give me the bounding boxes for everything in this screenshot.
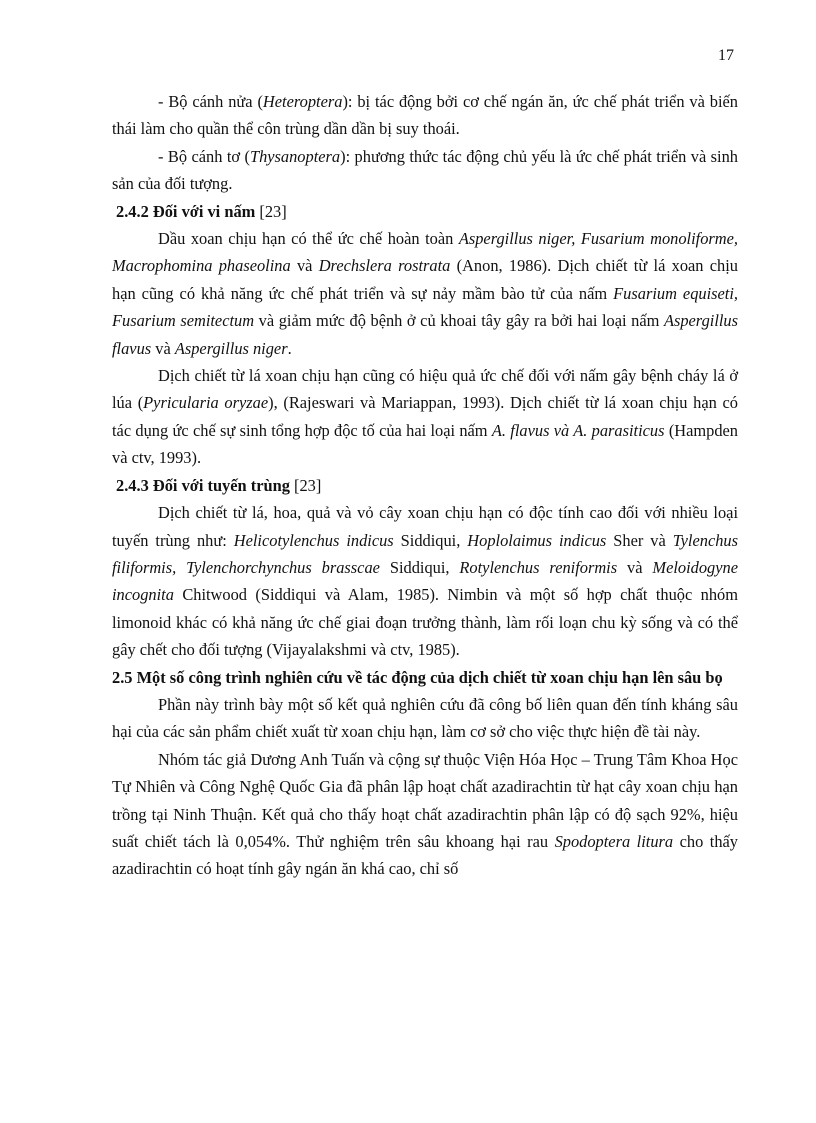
paragraph-fungi-2 bbox=[112, 362, 738, 472]
text-run: [23] bbox=[255, 201, 287, 221]
paragraph-section-intro bbox=[112, 691, 738, 746]
italic-text: Fusarium equiseti, Fusarium semitectum bbox=[112, 283, 738, 331]
text-run: và bbox=[617, 557, 653, 577]
text-run: - Bộ cánh tơ ( bbox=[158, 146, 250, 166]
italic-text: Tylenchus filiformis, Tylenchorchynchus brasscae bbox=[112, 530, 738, 577]
text-run: ), (Rajeswari và Mariappan, 1993). Dịch chiết từ lá xoan chịu hạn có tác dụng ức chế sự sinh tổng hợp độc tố của hai loại nấm bbox=[112, 393, 738, 440]
text-run: Chitwood (Siddiqui và Alam, 1985). Nimbin và một số hợp chất thuộc nhóm limonoid khác có khả năng ức chế giai đoạn trưởng thành, làm rối loạn chu kỳ sống và có thể gây chết cho đối tượng (Vijayalakshmi và ctv, 1985). bbox=[112, 585, 738, 660]
text-run: (Anon, 1986). Dịch chiết từ lá xoan chịu hạn cũng có khả năng ức chế phát triển và sự nảy mầm bào tử của nấm bbox=[112, 256, 738, 303]
text-run: Siddiqui, bbox=[379, 557, 460, 577]
text-run: Dầu xoan chịu hạn có thể ức chế hoàn toàn bbox=[158, 229, 459, 249]
text-run: [23] bbox=[289, 475, 322, 495]
text-run: - Bộ cánh nửa ( bbox=[158, 92, 263, 111]
italic-text: Spodoptera litura bbox=[554, 831, 674, 851]
italic-text: Thysanoptera bbox=[249, 146, 341, 166]
text-run: Siddiqui, bbox=[393, 530, 468, 550]
italic-text: Hoplolaimus indicus bbox=[467, 530, 607, 550]
italic-text: Aspergillus niger bbox=[174, 338, 288, 358]
document-body bbox=[112, 88, 738, 883]
paragraph-heteroptera bbox=[112, 88, 738, 143]
paragraph-nematodes bbox=[112, 499, 738, 663]
italic-text: A. flavus và A. parasiticus bbox=[491, 420, 665, 440]
paragraph-thysanoptera bbox=[112, 143, 738, 198]
text-run: ): bị tác động bởi cơ chế ngán ăn, ức chế phát triển và biến thái làm cho quần thể côn trùng dần dần bị suy thoái. bbox=[112, 92, 738, 139]
page-number: 17 bbox=[718, 47, 734, 64]
italic-text: Aspergillus niger, Fusarium monoliforme, Macrophomina phaseolina bbox=[112, 229, 738, 276]
heading-2-5 bbox=[112, 664, 738, 691]
italic-text: Heteroptera bbox=[262, 92, 343, 111]
bold-text: 2.4.2 Đối với vi nấm bbox=[116, 201, 256, 221]
text-run: và bbox=[290, 256, 319, 276]
heading-2-4-3 bbox=[112, 472, 738, 499]
text-run: Sher và bbox=[606, 530, 673, 550]
heading-2-4-2 bbox=[112, 198, 738, 225]
italic-text: Rotylenchus reniformis bbox=[459, 557, 618, 577]
text-run: Phần này trình bày một số kết quả nghiên cứu đã công bố liên quan đến tính kháng sâu hại của các sản phẩm chiết xuất từ xoan chịu hạn, làm cơ sở cho việc thực hiện đề tài này. bbox=[112, 694, 738, 742]
text-run: . bbox=[287, 338, 292, 358]
italic-text: Drechslera rostrata bbox=[318, 256, 451, 276]
bold-text: 2.4.3 Đối với tuyến trùng bbox=[116, 475, 290, 495]
bold-text: 2.5 Một số công trình nghiên cứu về tác động của dịch chiết từ xoan chịu hạn lên sâu bọ bbox=[112, 667, 723, 687]
text-run: Dịch chiết từ lá, hoa, quả và vỏ cây xoan chịu hạn có độc tính cao đối với nhiều loại tuyến trùng như: bbox=[112, 503, 738, 550]
paragraph-fungi-1 bbox=[112, 225, 738, 362]
text-run: Nhóm tác giả Dương Anh Tuấn và cộng sự thuộc Viện Hóa Học – Trung Tâm Khoa Học Tự Nhiên và Công Nghệ Quốc Gia đã phân lập hoạt chất azadirachtin từ hạt cây xoan chịu hạn trồng tại Ninh Thuận. Kết quả cho thấy hoạt chất azadirachtin phân lập có độ sạch 92%, hiệu suất chiết tách là 0,054%. Thử nghiệm trên sâu khoang hại rau bbox=[112, 749, 738, 851]
text-run: (Hampden và ctv, 1993). bbox=[112, 420, 739, 468]
italic-text: Pyricularia oryzae bbox=[143, 393, 269, 413]
italic-text: Aspergillus flavus bbox=[112, 311, 738, 358]
paragraph-azadirachtin bbox=[112, 746, 738, 883]
text-run: ): phương thức tác động chủ yếu là ức chế phát triển và sinh sản của đối tượng. bbox=[112, 146, 738, 194]
italic-text: Helicotylenchus indicus bbox=[233, 530, 394, 550]
text-run: cho thấy azadirachtin có hoạt tính gây ngán ăn khá cao, chỉ số bbox=[112, 831, 738, 879]
text-run: Dịch chiết từ lá xoan chịu hạn cũng có hiệu quả ức chế đối với nấm gây bệnh cháy lá ở lúa ( bbox=[112, 366, 738, 413]
text-run: và giảm mức độ bệnh ở củ khoai tây gây ra bởi hai loại nấm bbox=[254, 311, 664, 331]
italic-text: Meloidogyne incognita bbox=[112, 557, 738, 605]
text-run: và bbox=[151, 338, 175, 358]
